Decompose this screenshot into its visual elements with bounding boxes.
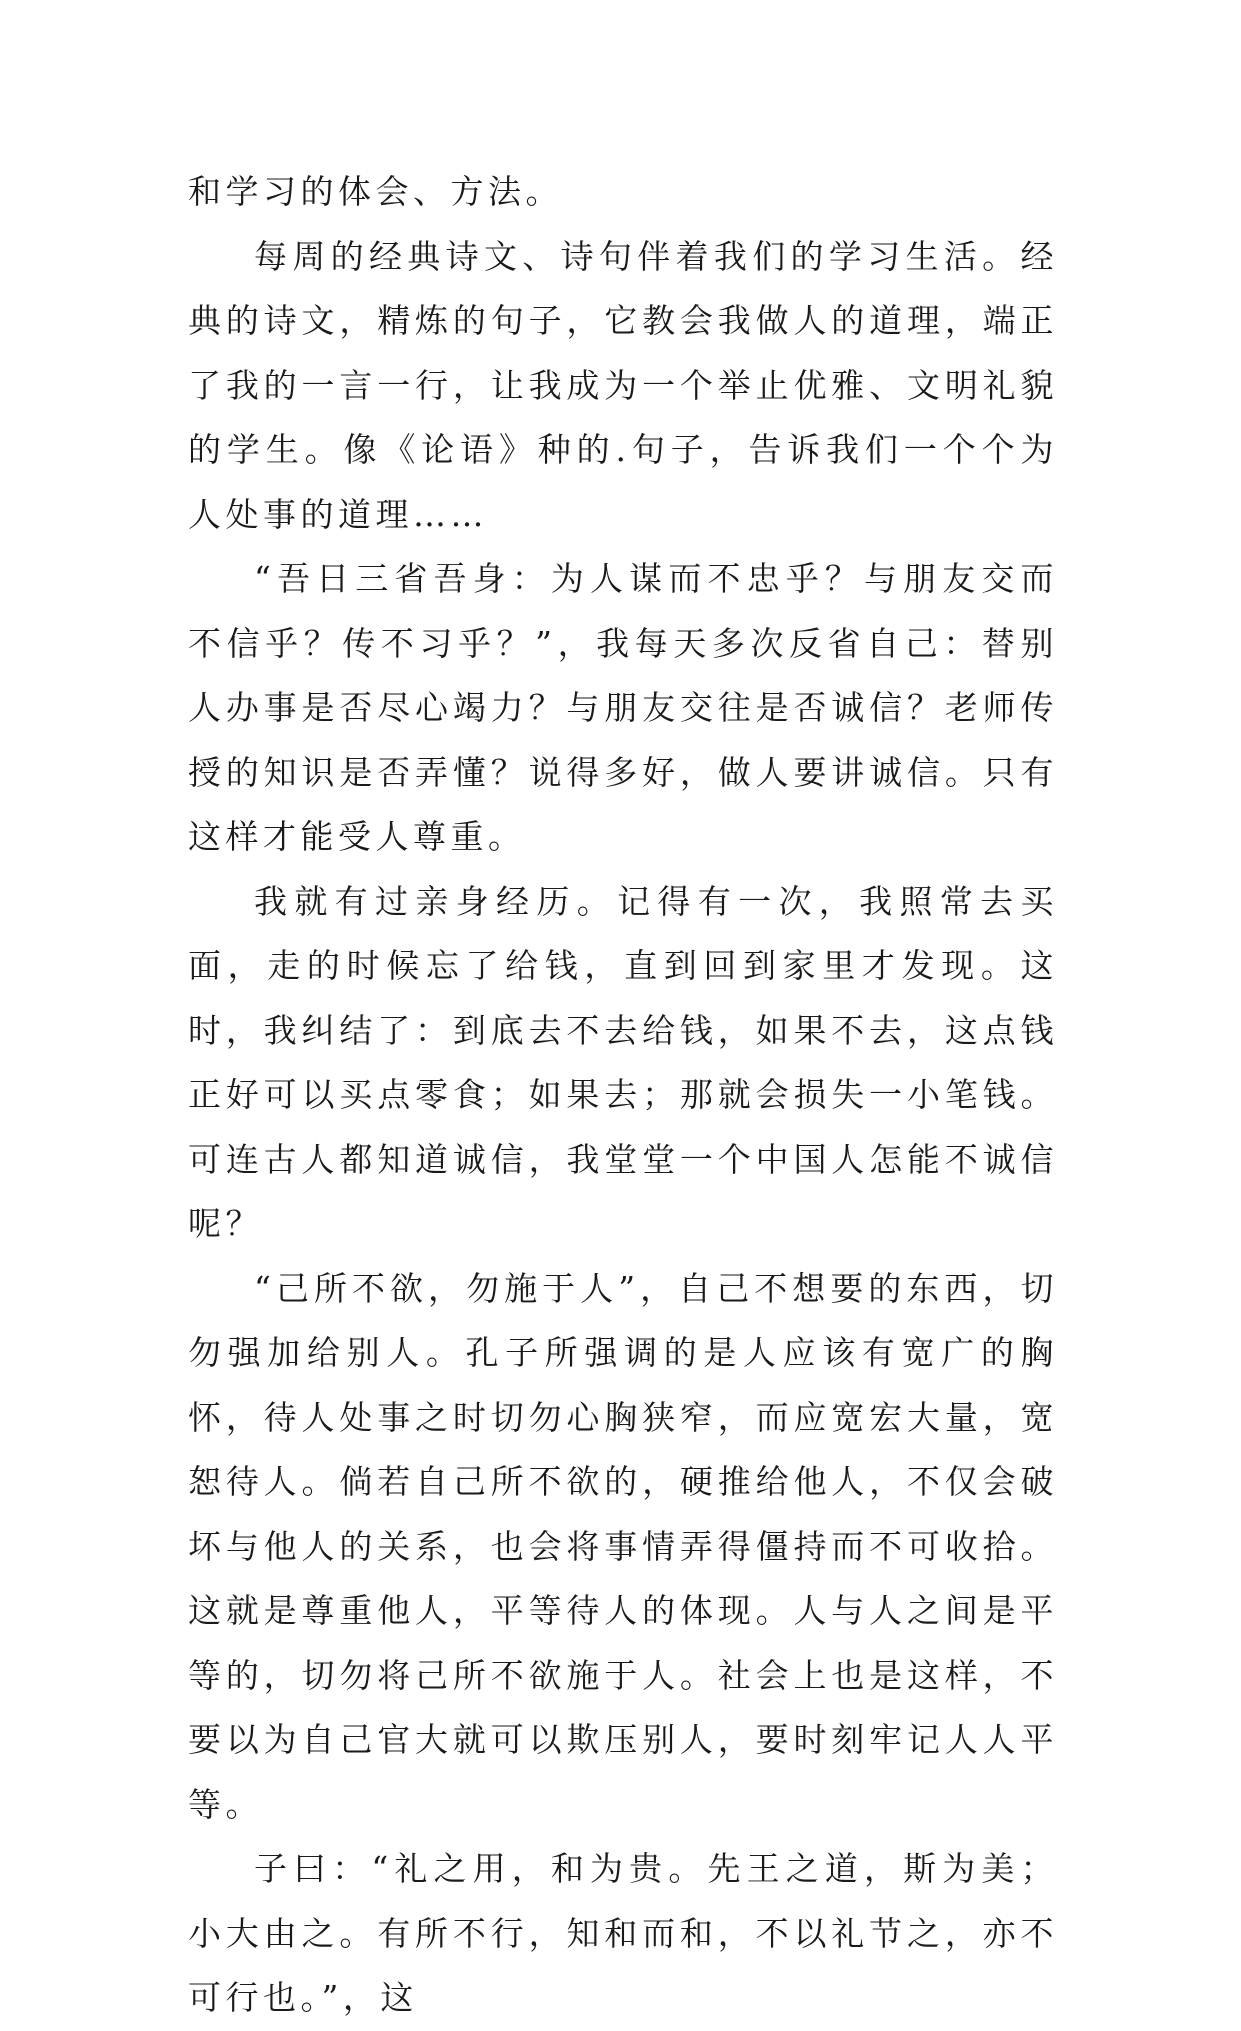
paragraph-harmony-quote: 子曰：“礼之用，和为贵。先王之道，斯为美；小大由之。有所不行，知和而和，不以礼节之，亦不可行也。”，这	[188, 1849, 1058, 2017]
paragraph-golden-rule: “己所不欲，勿施于人”，自己不想要的东西，切勿强加给别人。孔子所强调的是人应该有宽广的胸怀，待人处事之时切勿心胸狭窄，而应宽宏大量，宽恕待人。倘若自己所不欲的，硬推给他人，不仅会破坏与他人的关系，也会将事情弄得僵持而不可收拾。这就是尊重他人，平等待人的体现。人与人之间是平等的，切勿将己所不欲施于人。社会上也是这样，不要以为自己官大就可以欺压别人，要时刻牢记人人平等。	[188, 1268, 1058, 1824]
paragraph-continuation: 和学习的体会、方法。	[188, 172, 563, 211]
paragraph-personal-experience: 我就有过亲身经历。记得有一次，我照常去买面，走的时候忘了给钱，直到回到家里才发现。这时，我纠结了：到底去不去给钱，如果不去，这点钱正好可以买点零食；如果去；那就会损失一小笔钱。可连古人都知道诚信，我堂堂一个中国人怎能不诚信呢？	[188, 881, 1058, 1243]
paragraph-self-reflection: “吾日三省吾身：为人谋而不忠乎？与朋友交而不信乎？传不习乎？”，我每天多次反省自己：替别人办事是否尽心竭力？与朋友交往是否诚信？老师传授的知识是否弄懂？说得多好，做人要讲诚信。只有这样才能受人尊重。	[188, 559, 1058, 856]
paragraph-classic-poems: 每周的经典诗文、诗句伴着我们的学习生活。经典的诗文，精炼的句子，它教会我做人的道理，端正了我的一言一行，让我成为一个举止优雅、文明礼貌的学生。像《论语》种的.句子，告诉我们一个个为人处事的道理……	[188, 236, 1058, 534]
document-body	[188, 160, 1058, 2031]
